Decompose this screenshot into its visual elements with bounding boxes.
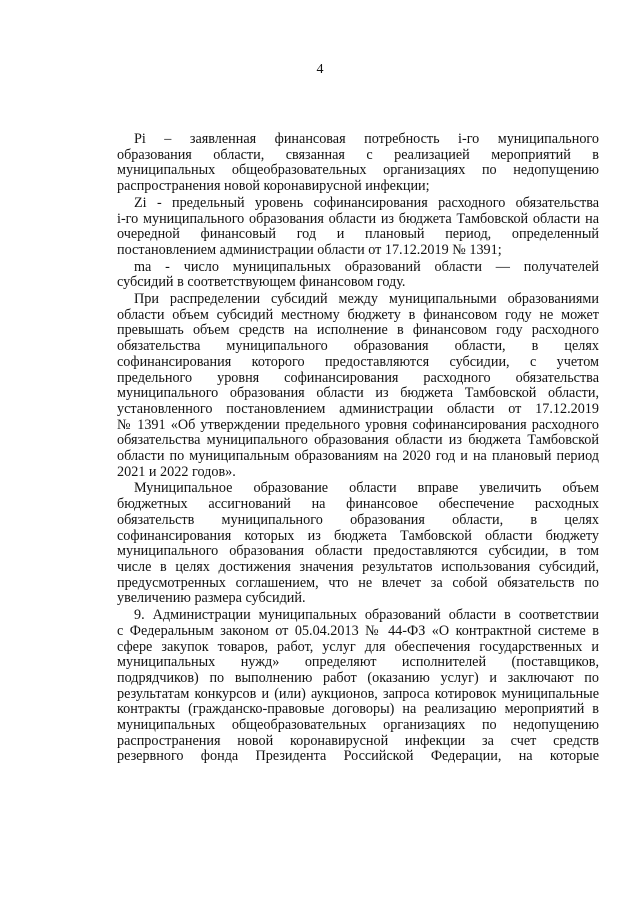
text-line: распространения новой коронавирусной инфекции;	[117, 178, 430, 195]
text-line: подрядчиков) по выполнению работ (оказанию услуг) и заключают по	[117, 669, 599, 686]
text-line: бюджетных ассигнований на финансовое обеспечение расходных	[117, 496, 599, 513]
text-line: софинансирования которых из бюджета Тамбовской области бюджету	[117, 527, 599, 544]
text-line: контракты (гражданско-правовые договоры) на реализацию мероприятий в	[117, 701, 599, 718]
text-line: субсидий в соответствующем финансовом году.	[117, 274, 406, 291]
text-line: резервного фонда Президента Российской Федерации, на которые	[117, 748, 599, 765]
text-line: результатам конкурсов и (или) аукционов, запроса котировок муниципальные	[117, 685, 599, 702]
text-line: с Федеральным законом от 05.04.2013 № 44-ФЗ «О контрактной системе в	[117, 622, 599, 639]
paragraph-increase	[117, 481, 599, 607]
text-line: муниципального образования области из бюджета Тамбовской области,	[117, 385, 599, 402]
text-line: i-го муниципального образования области из бюджета Тамбовской области на	[117, 210, 599, 227]
text-line: обязательства муниципального образования области, в целях	[117, 338, 599, 355]
text-line: числе в целях достижения значения результатов использования субсидий,	[117, 558, 599, 575]
text-line: превышать объем средств на исполнение в финансовом году расходного	[117, 322, 599, 339]
text-line: установленного постановлением администрации области от 17.12.2019	[117, 400, 599, 417]
text-line: муниципальных общеобразовательных организациях по недопущению	[117, 717, 599, 734]
text-line: муниципальных нужд» определяют исполнителей (поставщиков,	[117, 654, 599, 671]
text-line: муниципальных общеобразовательных организациях по недопущению	[117, 162, 599, 179]
text-line: муниципального образования области предоставляются субсидии, в том	[117, 543, 599, 560]
text-line: 2021 и 2022 годов».	[117, 463, 236, 480]
text-line: 9. Администрации муниципальных образований области в соответствии	[134, 607, 599, 624]
document-body	[117, 132, 599, 765]
text-line: софинансирования которого предоставляются субсидии, с учетом	[117, 353, 599, 370]
text-line: сфере закупок товаров, работ, услуг для обеспечения государственных и	[117, 638, 599, 655]
paragraph-ma-definition	[117, 260, 599, 291]
text-line: области объем субсидий местному бюджету в финансовом году не может	[117, 306, 599, 323]
paragraph-distribution	[117, 292, 599, 480]
text-line: предельного уровня софинансирования расходного обязательства	[117, 369, 599, 386]
text-line: увеличению размера субсидий.	[117, 590, 306, 607]
text-line: очередной финансовый год и плановый период, определенный	[117, 226, 599, 243]
text-line: постановлением администрации области от 17.12.2019 № 1391;	[117, 241, 502, 258]
text-line: предусмотренных соглашением, что не влечет за собой обязательств по	[117, 574, 599, 591]
text-line: Zi - предельный уровень софинансирования расходного обязательства	[134, 194, 599, 211]
page-number: 4	[316, 62, 324, 77]
text-line: обязательств муниципального образования области, в целях	[117, 511, 599, 528]
text-line: При распределении субсидий между муниципальными образованиями	[134, 291, 599, 308]
text-line: Муниципальное образование области вправе увеличить объем	[134, 480, 599, 497]
paragraph-pi-definition	[117, 132, 599, 195]
paragraph-zi-definition	[117, 196, 599, 259]
text-line: области по муниципальным образованиям на 2020 год и на плановый период	[117, 448, 599, 465]
text-line: ma - число муниципальных образований области — получателей	[134, 258, 599, 275]
text-line: обязательства муниципального образования области из бюджета Тамбовской	[117, 432, 599, 449]
text-line: № 1391 «Об утверждении предельного уровня софинансирования расходного	[117, 416, 599, 433]
text-line: распространения новой коронавирусной инфекции за счет средств	[117, 732, 599, 749]
text-line: образования области, связанная с реализацией мероприятий в	[117, 146, 599, 163]
paragraph-item-9	[117, 608, 599, 765]
text-line: Pi – заявленная финансовая потребность i-го муниципального	[134, 131, 599, 147]
